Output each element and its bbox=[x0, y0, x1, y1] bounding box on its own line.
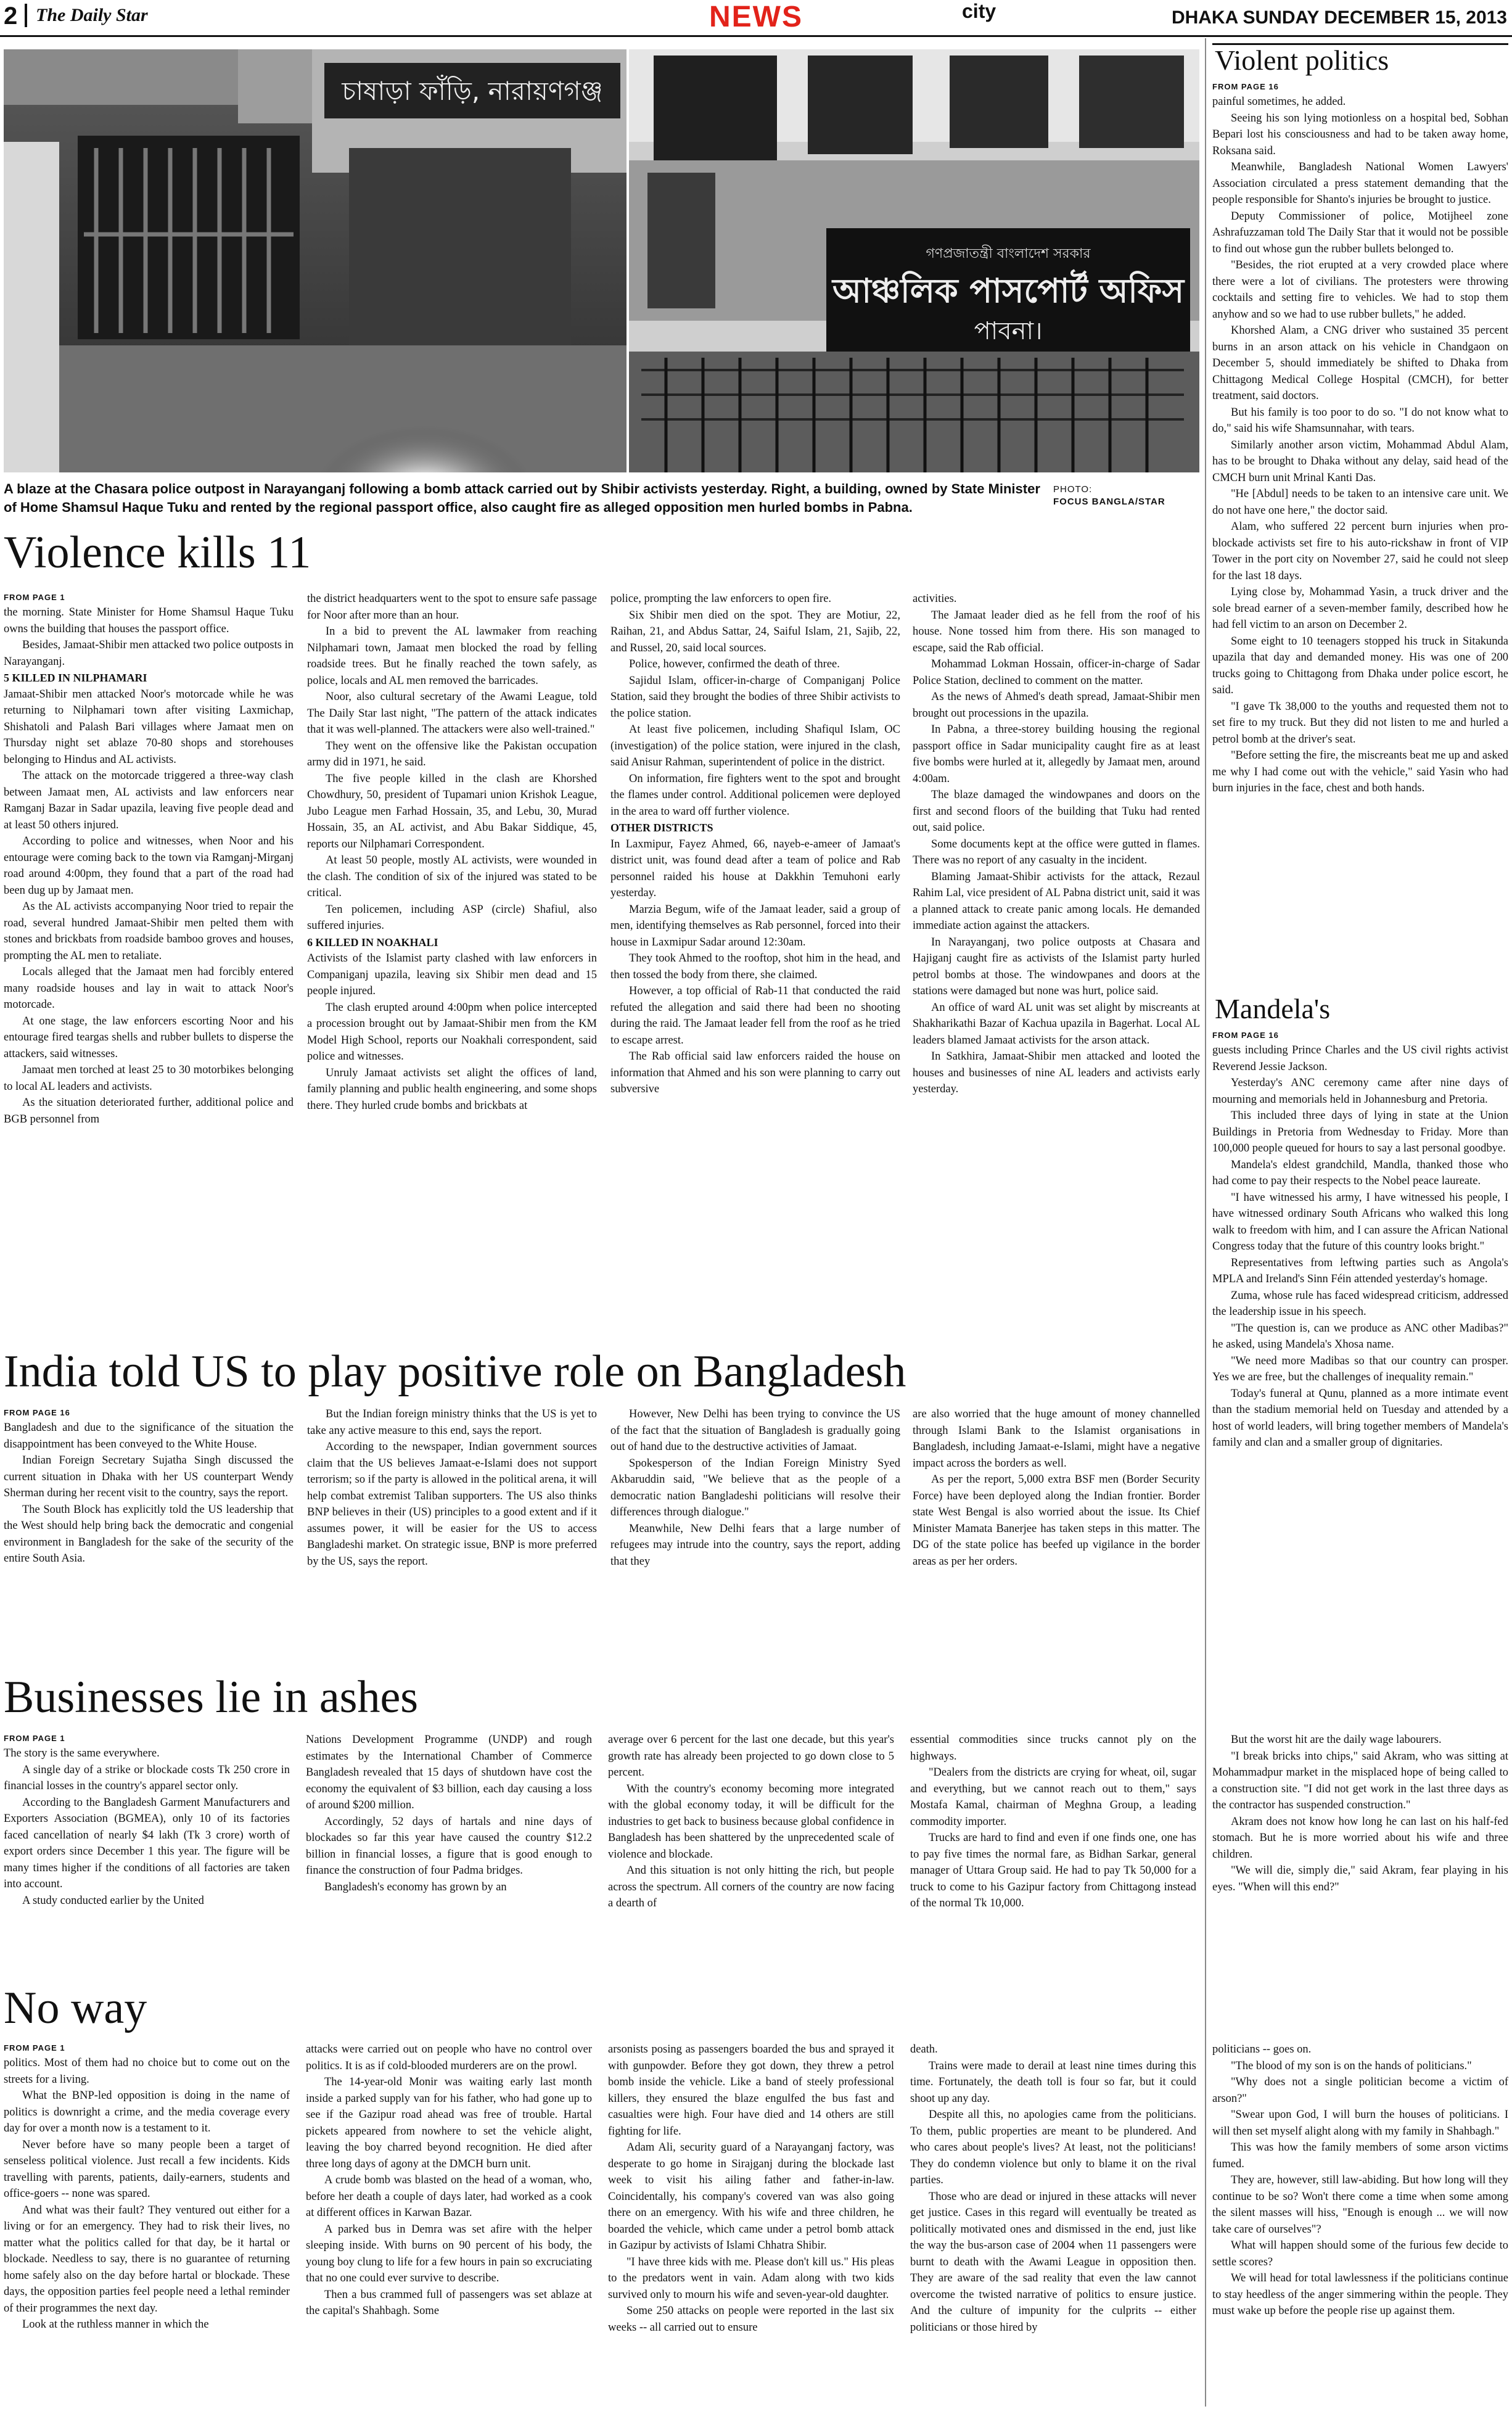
paragraph: Police, however, confirmed the death of three. bbox=[629, 658, 840, 670]
paragraph: "Dealers from the districts are crying for wheat, oil, sugar and everything, but we cannot reach out to them," says Mostafa Kamal, chairman of Meghna Group, a leading commodity importer. bbox=[910, 1766, 1196, 1828]
paragraph: Bangladesh and due to the significance of the situation the disappointment has been conveyed to the White House. bbox=[4, 1422, 294, 1451]
paragraph: "We need more Madibas so that our country can prosper. Yes we are free, but the challenges of inequality remain." bbox=[1212, 1354, 1508, 1383]
paragraph: Look at the ruthless manner in which the bbox=[22, 2318, 209, 2331]
paragraph: Those who are dead or injured in these attacks will never get justice. Cases in this regard will eventually be treated as politically motivated ones and dismissed in the end, just like the way the bus-arson case of 2004 when 11 passengers were burnt to death with the Awami League in opposition then. They are aware of the sad reality that even the law cannot overcome the twisted narrative of politics to ensure justice. And the culture of impunity for the culprits -- either politicians or those hired by bbox=[910, 2190, 1196, 2334]
paragraph: A crude bomb was blasted on the head of a woman, who, before her death a couple of days later, had worked as a cook at different offices in Karwan Bazar. bbox=[306, 2174, 592, 2219]
violence-column-4 bbox=[913, 591, 1200, 1337]
paragraph: Some 250 attacks on people were reported in the last six weeks -- all carried out to ensure bbox=[608, 2305, 894, 2334]
paragraph: In a bid to prevent the AL lawmaker from reaching Nilphamari town, Jamaat men blocked the road by felling roadside trees. But he finally reached the town safely, as police, locals and AL men removed the barricades. bbox=[307, 625, 597, 687]
paragraph: "He [Abdul] needs to be taken to an intensive care unit. We do not have one here," the doctor said. bbox=[1212, 488, 1508, 517]
paragraph: "I have witnessed his army, I have witnessed his people, I have witnessed ordinary South Africans who walked this long walk to freedom with him, and I can assure the African National Congress today that the future of this country looks bright." bbox=[1212, 1191, 1508, 1253]
paragraph: Today's funeral at Qunu, planned as a more intimate event than the stadium memorial held on Tuesday and attended by a host of world leaders, will bring together members of Mandela's family and clan and a smaller group of dignitaries. bbox=[1212, 1387, 1508, 1449]
paragraph: Trains were made to derail at least nine times during this time. Fortunately, the death toll is four so far, but it could shoot up any day. bbox=[910, 2059, 1196, 2105]
paragraph: According to the newspaper, Indian government sources claim that the US believes Jamaat-e-Islami does not support terrorism; so if the party is allowed in the political arena, it will help combat extremist Taliban supporters. The US also thinks BNP believes in their (US) principles to a good extent and if it assumes power, it will be easier for the US to access Bangladeshi market. On strategic issue, BNP is more preferred by the US, says the report. bbox=[307, 1441, 597, 1568]
paragraph: What will happen should some of the furious few decide to settle scores? bbox=[1212, 2239, 1508, 2268]
paragraph: Locals alleged that the Jamaat men had forcibly entered many roadside houses and lay in wait to attack Noor's motorcade. bbox=[4, 966, 294, 1011]
jump-line: FROM PAGE 16 bbox=[4, 1408, 70, 1417]
jump-line: FROM PAGE 1 bbox=[4, 2043, 65, 2053]
paragraph: The attack on the motorcade triggered a three-way clash between Jamaat men, AL activists and law enforcers near Ramganj Bazar in Sadar upazila, leaving five people dead and at least 50 others injured. bbox=[4, 770, 294, 831]
paragraph: the district headquarters went to the spot to ensure safe passage for Noor after more than an hour. bbox=[307, 593, 597, 622]
paragraph: Accordingly, 52 days of hartals and nine days of blockades so far this year have caused the country $12.2 billion in financial losses, a figure that is good enough to finance the construction of four Padma bridges. bbox=[306, 1815, 592, 1877]
paragraph: The five people killed in the clash are Khorshed Chowdhury, 50, president of Tupamari union Krishok League, Jubo League men Farhad Hossain, 35, and Lebu, 30, Murad Hossain, 35, an AL activist, and Abu Bakar Siddique, 45, reports our Nilphamari Correspondent. bbox=[307, 772, 597, 850]
paragraph: Despite all this, no apologies came from the politicians. To them, public properties are meant to be plundered. And who cares about people's lives? At least, not the politicians! They do condemn violence but only to blame it on the rival parties. bbox=[910, 2109, 1196, 2186]
paragraph: According to police and witnesses, when Noor and his entourage were coming back to the town via Ramganj-Mirganj road around 4:00pm, they found that a part of the road had been dug up by Jamaat men. bbox=[4, 835, 294, 897]
paragraph: An office of ward AL unit was set alight by miscreants at Shakharikathi Bazar of Kachua upazila in Bagerhat. Local AL leaders blamed Jamaat activists for the arson attack. bbox=[913, 1001, 1200, 1047]
paragraph: As the situation deteriorated further, additional police and BGB personnel from bbox=[4, 1097, 294, 1126]
photo-credit-source: FOCUS BANGLA/STAR bbox=[1053, 496, 1165, 507]
paragraph: At least 50 people, mostly AL activists, were wounded in the clash. The condition of six of the injured was stated to be critical. bbox=[307, 854, 597, 899]
paragraph: Mohammad Lokman Hossain, officer-in-charge of Sadar Police Station, declined to comment on the matter. bbox=[913, 658, 1200, 687]
paragraph: "I break bricks into chips," said Akram, who was sitting at Mohammadpur market in the misplaced hope of being called to a construction site. "I did not get work in the last three days as the contractor has suspended construction." bbox=[1212, 1750, 1508, 1811]
paragraph: What the BNP-led opposition is doing in the name of politics is downright a crime, and the media coverage every day for over a month now is a testament to it. bbox=[4, 2090, 290, 2135]
paragraph: As the news of Ahmed's death spread, Jamaat-Shibir men brought out processions in the upazila. bbox=[913, 691, 1200, 720]
paragraph: The Rab official said law enforcers raided the house on information that Ahmed and his son were planning to carry out subversive bbox=[610, 1050, 900, 1095]
paragraph: Some documents kept at the office were gutted in flames. There was no report of any casualty in the incident. bbox=[913, 838, 1200, 867]
paragraph: Deputy Commissioner of police, Motijheel zone Ashrafuzzaman told The Daily Star that it would not be possible to find out whose gun the rubber bullets belonged to. bbox=[1212, 210, 1508, 255]
page-number: 2 bbox=[4, 2, 18, 30]
headline-business: Businesses lie in ashes bbox=[4, 1672, 419, 1723]
business-column-3 bbox=[608, 1732, 894, 1979]
paragraph: The 14-year-old Monir was waiting early last month inside a parked supply van for his father, who had gone up to see if the Gazipur road ahead was free of trouble. Hartal pickets appeared from nowhere to set the vehicle alight, leaving the boy charred beyond recognition. He died after three long days of agony at the DMCH burn unit. bbox=[306, 2076, 592, 2170]
paragraph: essential commodities since trucks cannot ply on the highways. bbox=[910, 1734, 1196, 1763]
paragraph: "We will die, simply die," said Akram, fear playing in his eyes. "When will this end?" bbox=[1212, 1864, 1508, 1893]
paragraph: Seeing his son lying motionless on a hospital bed, Sobhan Bepari lost his consciousness and had to be taken away home, Roksana said. bbox=[1212, 112, 1508, 157]
paragraph: Jamaat-Shibir men attacked Noor's motorcade while he was returning to Nilphamari town after visiting Laxmichap, Shishatoli and Palash Bari villages where Jamaat men on Thursday night set ablaze 70-80 shops and storehouses belonging to Hindus and AL activists. bbox=[4, 688, 294, 766]
jump-line: FROM PAGE 16 bbox=[1212, 82, 1279, 91]
subhead: OTHER DISTRICTS bbox=[610, 822, 713, 834]
paragraph: And this situation is not only hitting the rich, but people across the spectrum. All corners of the country are now facing a dearth of bbox=[608, 1864, 894, 1909]
paragraph: But his family is too poor to do so. "I do not know what to do," said his wife Shamsunnahar, with tears. bbox=[1212, 406, 1508, 435]
paragraph: As per the report, 5,000 extra BSF men (Border Security Force) have been deployed along the Indian frontier. Border state West Bengal is also worried about the issue. Its Chief Minister Mamata Banerjee has taken steps in this matter. The DG of the state police has beefed up vigilance in the border areas as per her orders. bbox=[913, 1473, 1200, 1568]
paragraph: This was how the family members of some arson victims fumed. bbox=[1212, 2141, 1508, 2170]
dateline: DHAKA SUNDAY DECEMBER 15, 2013 bbox=[1171, 7, 1507, 28]
jump-line: FROM PAGE 1 bbox=[4, 1734, 65, 1743]
paragraph: However, New Delhi has been trying to convince the US of the fact that the situation of Bangladesh is gradually going out of hand due to the destructive activities of Jamaat. bbox=[610, 1408, 900, 1453]
business-column-4 bbox=[910, 1732, 1196, 1979]
paragraph: A parked bus in Demra was set afire with the helper sleeping inside. With burns on 90 percent of his body, the young boy clung to life for a few hours in pain so excruciating that no one could ever survive to describe. bbox=[306, 2223, 592, 2284]
paragraph: Besides, Jamaat-Shibir men attacked two police outposts in Narayanganj. bbox=[4, 639, 294, 668]
paragraph: Similarly another arson victim, Mohammad Abdul Alam, has to be brought to Dhaka without any delay, said head of the CMCH burn unit Mrinal Kanti Das. bbox=[1212, 439, 1508, 484]
paragraph: At least five policemen, including Shafiqul Islam, OC (investigation) of the police station, were injured in the clash, said Anisur Rahman, superintendent of police in the district. bbox=[610, 723, 900, 768]
sidebar-divider bbox=[1205, 38, 1206, 2407]
paragraph: Blaming Jamaat-Shibir activists for the attack, Rezaul Rahim Lal, vice president of AL Pabna district unit, said it was a planned attack to create panic among locals. He demanded immediate action against the attackers. bbox=[913, 870, 1200, 932]
paragraph: Some eight to 10 teenagers stopped his truck in Sitakunda upazila that day and demanded money. His was one of 200 trucks going to Chittagong from Dhaka under police escort, he said. bbox=[1212, 635, 1508, 696]
subhead: 6 KILLED IN NOAKHALI bbox=[307, 936, 438, 949]
paragraph: Khorshed Alam, a CNG driver who sustained 35 percent burns in an arson attack on his vehicle in Chandgaon on December 5, should immediately be shifted to Dhaka from Chittagong Medical College Hospital (CMCH), for better treatment, said doctors. bbox=[1212, 324, 1508, 402]
subsection-title: city bbox=[962, 0, 996, 22]
mandela-column bbox=[1212, 1029, 1508, 1670]
paragraph: They took Ahmed to the rooftop, shot him in the head, and then tossed the body from there, she claimed. bbox=[610, 952, 900, 981]
paragraph: Then a bus crammed full of passengers was set ablaze at the capital's Shahbagh. Some bbox=[306, 2288, 592, 2317]
paragraph: Zuma, whose rule has faced widespread criticism, addressed the leadership issue in his speech. bbox=[1212, 1289, 1508, 1318]
paragraph: According to the Bangladesh Garment Manufacturers and Exporters Association (BGMEA), only 10 of its factories faced cancellation of nearly $4 lakh (Tk 3 crore) worth of export orders since December 1 this year. The figure will be many times higher if the conditions of all factories are taken into account. bbox=[4, 1796, 290, 1890]
paragraph: Activists of the Islamist party clashed with law enforcers in Companiganj upazila, leaving six Shibir men dead and 15 people injured. bbox=[307, 952, 597, 997]
violent-politics-column bbox=[1212, 80, 1508, 987]
outpost-sign: চাষাড়া ফাঁড়ি, নারায়ণগঞ্জ bbox=[342, 76, 603, 106]
paragraph: Nations Development Programme (UNDP) and rough estimates by the International Chamber of Commerce Bangladesh revealed that 15 days of shutdown have cost the economy the equivalent of $3 billion, each day causing a loss of around $200 million. bbox=[306, 1734, 592, 1811]
paragraph: Akram does not know how long he can last on his half-fed stomach. But he is more worried about his wife and three children. bbox=[1212, 1815, 1508, 1861]
business-column-2 bbox=[306, 1732, 592, 1979]
photo-credit bbox=[1053, 484, 1165, 508]
paragraph: Jamaat men torched at least 25 to 30 motorbikes belonging to local AL leaders and activists. bbox=[4, 1064, 294, 1093]
noway-column-3 bbox=[608, 2041, 894, 2405]
jump-line: FROM PAGE 16 bbox=[1212, 1031, 1279, 1040]
paragraph: Marzia Begum, wife of the Jamaat leader, said a group of men, identifying themselves as Rab personnel, forced into their house in Laxmipur Sadar around 12:30am. bbox=[610, 903, 900, 949]
paragraph: attacks were carried out on people who have no control over politics. It is as if cold-blooded murderers are on the prowl. bbox=[306, 2043, 592, 2072]
header-divider bbox=[25, 4, 27, 27]
paragraph: Bangladesh's economy has grown by an bbox=[324, 1880, 507, 1893]
paragraph: Meanwhile, Bangladesh National Women Lawyers' Association circulated a press statement demanding that the people responsible for Shanto's injuries be brought to justice. bbox=[1212, 161, 1508, 206]
paragraph: "I gave Tk 38,000 to the youths and requested them not to set fire to my truck. But they did not listen to me and hurled a petrol bomb at the driver's seat. bbox=[1212, 700, 1508, 746]
page-header bbox=[0, 0, 1512, 37]
paragraph: "Why does not a single politician become a victim of arson?" bbox=[1212, 2076, 1508, 2105]
paragraph: Yesterday's ANC ceremony came after nine days of mourning and memorials held in Johannesburg and Pretoria. bbox=[1212, 1077, 1508, 1106]
paragraph: But the worst hit are the daily wage labourers. bbox=[1231, 1734, 1442, 1746]
paragraph: politicians -- goes on. bbox=[1212, 2043, 1312, 2056]
paragraph: The story is the same everywhere. bbox=[4, 1747, 160, 1760]
india-column-4 bbox=[913, 1406, 1200, 1665]
paragraph: Meanwhile, New Delhi fears that a large number of refugees may intrude into the country, says the report, adding that they bbox=[610, 1522, 900, 1568]
paragraph: Unruly Jamaat activists set alight the offices of land, family planning and public health engineering, and some shops there. They hurled crude bombs and brickbats at bbox=[307, 1066, 597, 1112]
paragraph: Mandela's eldest grandchild, Mandla, thanked those who had come to pay their respects to the Nobel peace laureate. bbox=[1212, 1158, 1508, 1187]
paragraph: A single day of a strike or blockade costs Tk 250 crore in financial losses in the country's apparel sector only. bbox=[4, 1763, 290, 1792]
paragraph: With the country's economy becoming more integrated with the global economy today, it will be difficult for the industries to get back to business because global confidence in Bangladesh has been shattered by the unprecedented scale of violence and blockade. bbox=[608, 1782, 894, 1861]
photo-police-outpost-fire bbox=[4, 49, 627, 472]
headline-india: India told US to play positive role on Bangladesh bbox=[4, 1346, 906, 1397]
passport-sign-line1: গণপ্রজাতন্ত্রী বাংলাদেশ সরকার bbox=[926, 246, 1091, 261]
headline-mandela: Mandela's bbox=[1215, 993, 1331, 1024]
headline-violence: Violence kills 11 bbox=[4, 527, 311, 578]
paragraph: Lying close by, Mohammad Yasin, a truck driver and the sole bread earner of a seven-member family, described how he had fell victim to an arson on December 2. bbox=[1212, 586, 1508, 631]
paragraph: Ten policemen, including ASP (circle) Shafiul, also suffered injuries. bbox=[307, 903, 597, 932]
paragraph: In Laxmipur, Fayez Ahmed, 66, nayeb-e-ameer of Jamaat's district unit, was found dead after a team of police and Rab personnel raided his house at Dakkhin Temuhoni early yesterday. bbox=[610, 838, 900, 899]
paragraph: On information, fire fighters went to the spot and brought the flames under control. Additional policemen were deployed in the area to ward off further violence. bbox=[610, 772, 900, 818]
paragraph: However, a top official of Rab-11 that conducted the raid refuted the allegation and said there had been no shooting during the raid. The Jamaat leader fell from the roof as he tried to escape arrest. bbox=[610, 985, 900, 1047]
paragraph: politics. Most of them had no choice but to come out on the streets for a living. bbox=[4, 2057, 290, 2086]
paragraph: And what was their fault? They ventured out either for a living or for an emergency. They had to risk their lives, no matter what the politics called for that day, be it hartal or blockade. Needless to say, there is no guarantee of returning home safely also on the day before hartal or blockade. These days, the opposition parties feel people need a lethal reminder of their programmes the next day. bbox=[4, 2204, 290, 2315]
photo-caption: A blaze at the Chasara police outpost in Narayanganj following a bomb attack carried out by Shibir activists yesterday. Right, a building, owned by State Minister of Home Shamsul Haque Tuku and rented by the regional passport office, also caught fire as alleged opposition men hurled bombs in Pabna. bbox=[4, 481, 1040, 515]
headline-violent-politics: Violent politics bbox=[1215, 44, 1389, 76]
subhead: 5 KILLED IN NILPHAMARI bbox=[4, 672, 147, 684]
paragraph: "Besides, the riot erupted at a very crowded place where there were a lot of civilians. The protesters were throwing cocktails and setting fire to vehicles. We had to stop them anyhow and so we had to use rubber bullets," he added. bbox=[1212, 259, 1508, 321]
paragraph: "The question is, can we produce as ANC other Madibas?" he asked, using Mandela's Xhosa name. bbox=[1212, 1322, 1508, 1351]
paragraph: The blaze damaged the windowpanes and doors on the first and second floors of the building that Tuku had rented out, said police. bbox=[913, 789, 1200, 834]
paragraph: In Pabna, a three-storey building housing the regional passport office in Sadar municipality caught fire as at least five bombs were hurled at it, allegedly by Jamaat men, around 4:00am. bbox=[913, 723, 1200, 785]
paragraph: The South Block has explicitly told the US leadership that the West should help bring back the democratic and congenial environment in Bangladesh for the sake of the security of the entire South Asia. bbox=[4, 1503, 294, 1565]
paragraph: average over 6 percent for the last one decade, but this year's growth rate has already been projected to go down close to 5 percent. bbox=[608, 1734, 894, 1779]
paragraph: "Swear upon God, I will burn the houses of politicians. I will then set myself alight along with my family in Shahbagh." bbox=[1212, 2109, 1508, 2138]
paragraph: This included three days of lying in state at the Union Buildings in Pretoria from Wednesday to Friday. More than 100,000 people queued for hours to say a last personal goodbye. bbox=[1212, 1110, 1508, 1155]
paragraph: "Before setting the fire, the miscreants beat me up and asked me why I had come out with the vehicle," said Yasin who had burn injuries in the face, chest and both hands. bbox=[1212, 749, 1508, 794]
paragraph: Noor, also cultural secretary of the Awami League, told The Daily Star last night, "The pattern of the attack indicates that it was well-planned. The attackers were also well-trained." bbox=[307, 691, 597, 736]
paragraph: Alam, who suffered 22 percent burn injuries when pro-blockade activists set fire to his auto-rickshaw in front of VIP Tower in the port city on November 27, said he could not sleep for the last 18 days. bbox=[1212, 521, 1508, 582]
paragraph: Sajidul Islam, officer-in-charge of Companiganj Police Station, said they brought the bodies of three Shibir activists to the police station. bbox=[610, 674, 900, 720]
photo-credit-label: PHOTO: bbox=[1053, 484, 1093, 495]
paragraph: Representatives from leftwing parties such as Angola's MPLA and Ireland's Sinn Féin attended yesterday's homage. bbox=[1212, 1256, 1508, 1285]
violence-column-2 bbox=[307, 591, 597, 1337]
paragraph: We will head for total lawlessness if the politicians continue to stay heedless of the anger simmering within the people. They must wake up before the people rise up against them. bbox=[1212, 2272, 1508, 2317]
masthead-logo: The Daily Star bbox=[36, 5, 148, 25]
paragraph: "I have three kids with me. Please don't kill us." His pleas to the predators went in vain. Adam along with two kids survived only to mourn his wife and seven-year-old daughter. bbox=[608, 2255, 894, 2301]
paragraph: the morning. State Minister for Home Shamsul Haque Tuku owns the building that houses the passport office. bbox=[4, 606, 294, 635]
paragraph: guests including Prince Charles and the US civil rights activist Reverend Jessie Jackson. bbox=[1212, 1044, 1508, 1073]
violence-column-3 bbox=[610, 591, 900, 1337]
paragraph: Indian Foreign Secretary Sujatha Singh discussed the current situation in Dhaka with her US counterpart Wendy Sherman during her recent visit to the country, says the report. bbox=[4, 1454, 294, 1499]
business-column-1 bbox=[4, 1732, 290, 1979]
paragraph: As the AL activists accompanying Noor tried to repair the road, several hundred Jamaat-Shibir men pelted them with stones and brickbats from roadside bamboo groves and houses, prompting the AL men to retaliate. bbox=[4, 900, 294, 962]
paragraph: But the Indian foreign ministry thinks that the US is yet to take any active measure to this end, says the report. bbox=[307, 1408, 597, 1437]
paragraph: Adam Ali, security guard of a Narayanganj factory, was desperate to go home in Sirajganj during the blockade last week to visit his ailing father and father-in-law. Coincidentally, his company's covered van was also going there on an emergency. With his wife and three children, he boarded the vehicle, which came under a petrol bomb attack in Gazipur by activists of Islami Chhatra Shibir. bbox=[608, 2141, 894, 2252]
paragraph: arsonists posing as passengers boarded the bus and sprayed it with gunpowder. Before they got down, they threw a petrol bomb inside the vehicle. Like a band of steely professional killers, they ensured the blaze engulfed the bus fast and casualties were high. Four have died and 14 others are still fighting for life. bbox=[608, 2043, 894, 2138]
paragraph: Trucks are hard to find and even if one finds one, one has to pay five times the normal fare, as Bidhan Sarkar, general manager of Uttara Group said. He had to pay Tk 50,000 for a truck to come to his Gazipur factory from Chittagong instead of the normal Tk 10,000. bbox=[910, 1832, 1196, 1909]
paragraph: are also worried that the huge amount of money channelled through Islami Bank to the Islamist organisations in Bangladesh, including Jamaat-e-Islami, might have a negative impact across the borders as well. bbox=[913, 1408, 1200, 1470]
paragraph: A study conducted earlier by the United bbox=[22, 1894, 204, 1907]
paragraph: In Satkhira, Jamaat-Shibir men attacked and looted the houses and businesses of nine AL leaders and activists early yesterday. bbox=[913, 1050, 1200, 1095]
photo-passport-office-fire bbox=[629, 49, 1199, 472]
paragraph: Six Shibir men died on the spot. They are Motiur, 22, Raihan, 21, and Abdus Sattar, 24, Saiful Islam, 21, Sajib, 22, and Russel, 20, said local sources. bbox=[610, 609, 900, 654]
india-column-2 bbox=[307, 1406, 597, 1665]
paragraph: At one stage, the law enforcers escorting Noor and his entourage fired teargas shells and rubber bullets to disperse the attackers, said witnesses. bbox=[4, 1015, 294, 1060]
business-column-5 bbox=[1212, 1732, 1508, 1979]
noway-column-2 bbox=[306, 2041, 592, 2405]
india-column-1 bbox=[4, 1406, 294, 1665]
headline-noway: No way bbox=[4, 1983, 147, 2033]
paragraph: death. bbox=[910, 2043, 938, 2056]
paragraph: They are, however, still law-abiding. But how long will they continue to be so? Won't there come a time when some among the silent masses will hiss, "Enough is enough ... we will now take care of ourselves"? bbox=[1212, 2174, 1508, 2236]
paragraph: In Narayanganj, two police outposts at Chasara and Hajiganj caught fire as activists of the Islamist party hurled petrol bombs at those. The windowpanes and doors at the stations were damaged but none was hurt, police said. bbox=[913, 936, 1200, 997]
paragraph: They went on the offensive like the Pakistan occupation army did in 1971, he said. bbox=[307, 739, 597, 768]
paragraph: Spokesperson of the Indian Foreign Ministry Syed Akbaruddin said, "We believe that as the people of a democratic nation Bangladeshi politicians will resolve their differences through dialogue." bbox=[610, 1457, 900, 1518]
violence-column-1 bbox=[4, 591, 294, 1337]
paragraph: activities. bbox=[913, 593, 957, 605]
paragraph: painful sometimes, he added. bbox=[1212, 96, 1346, 108]
paragraph: police, prompting the law enforcers to open fire. bbox=[610, 593, 832, 605]
passport-sign-line3: পাবনা। bbox=[974, 317, 1043, 345]
noway-column-5 bbox=[1212, 2041, 1508, 2405]
noway-column-1 bbox=[4, 2041, 290, 2405]
passport-sign-line2: আঞ্চলিক পাসপোর্ট অফিস bbox=[832, 271, 1185, 310]
section-title: NEWS bbox=[709, 1, 803, 33]
paragraph: "The blood of my son is on the hands of politicians." bbox=[1231, 2059, 1472, 2072]
noway-column-4 bbox=[910, 2041, 1196, 2405]
paragraph: The Jamaat leader died as he fell from the roof of his house. None tossed him from there. His son managed to escape, said the Rab official. bbox=[913, 609, 1200, 654]
jump-line: FROM PAGE 1 bbox=[4, 593, 65, 602]
paragraph: The clash erupted around 4:00pm when police intercepted a procession brought out by Jamaat-Shibir men from the KM Model High School, reports our Noakhali correspondent, said police and witnesses. bbox=[307, 1001, 597, 1063]
paragraph: Never before have so many people been a target of senseless political violence. Just recall a few incidents. Kids travelling with parents, patients, daily-earners, students and office-goers -- none was spared. bbox=[4, 2138, 290, 2200]
india-column-3 bbox=[610, 1406, 900, 1665]
